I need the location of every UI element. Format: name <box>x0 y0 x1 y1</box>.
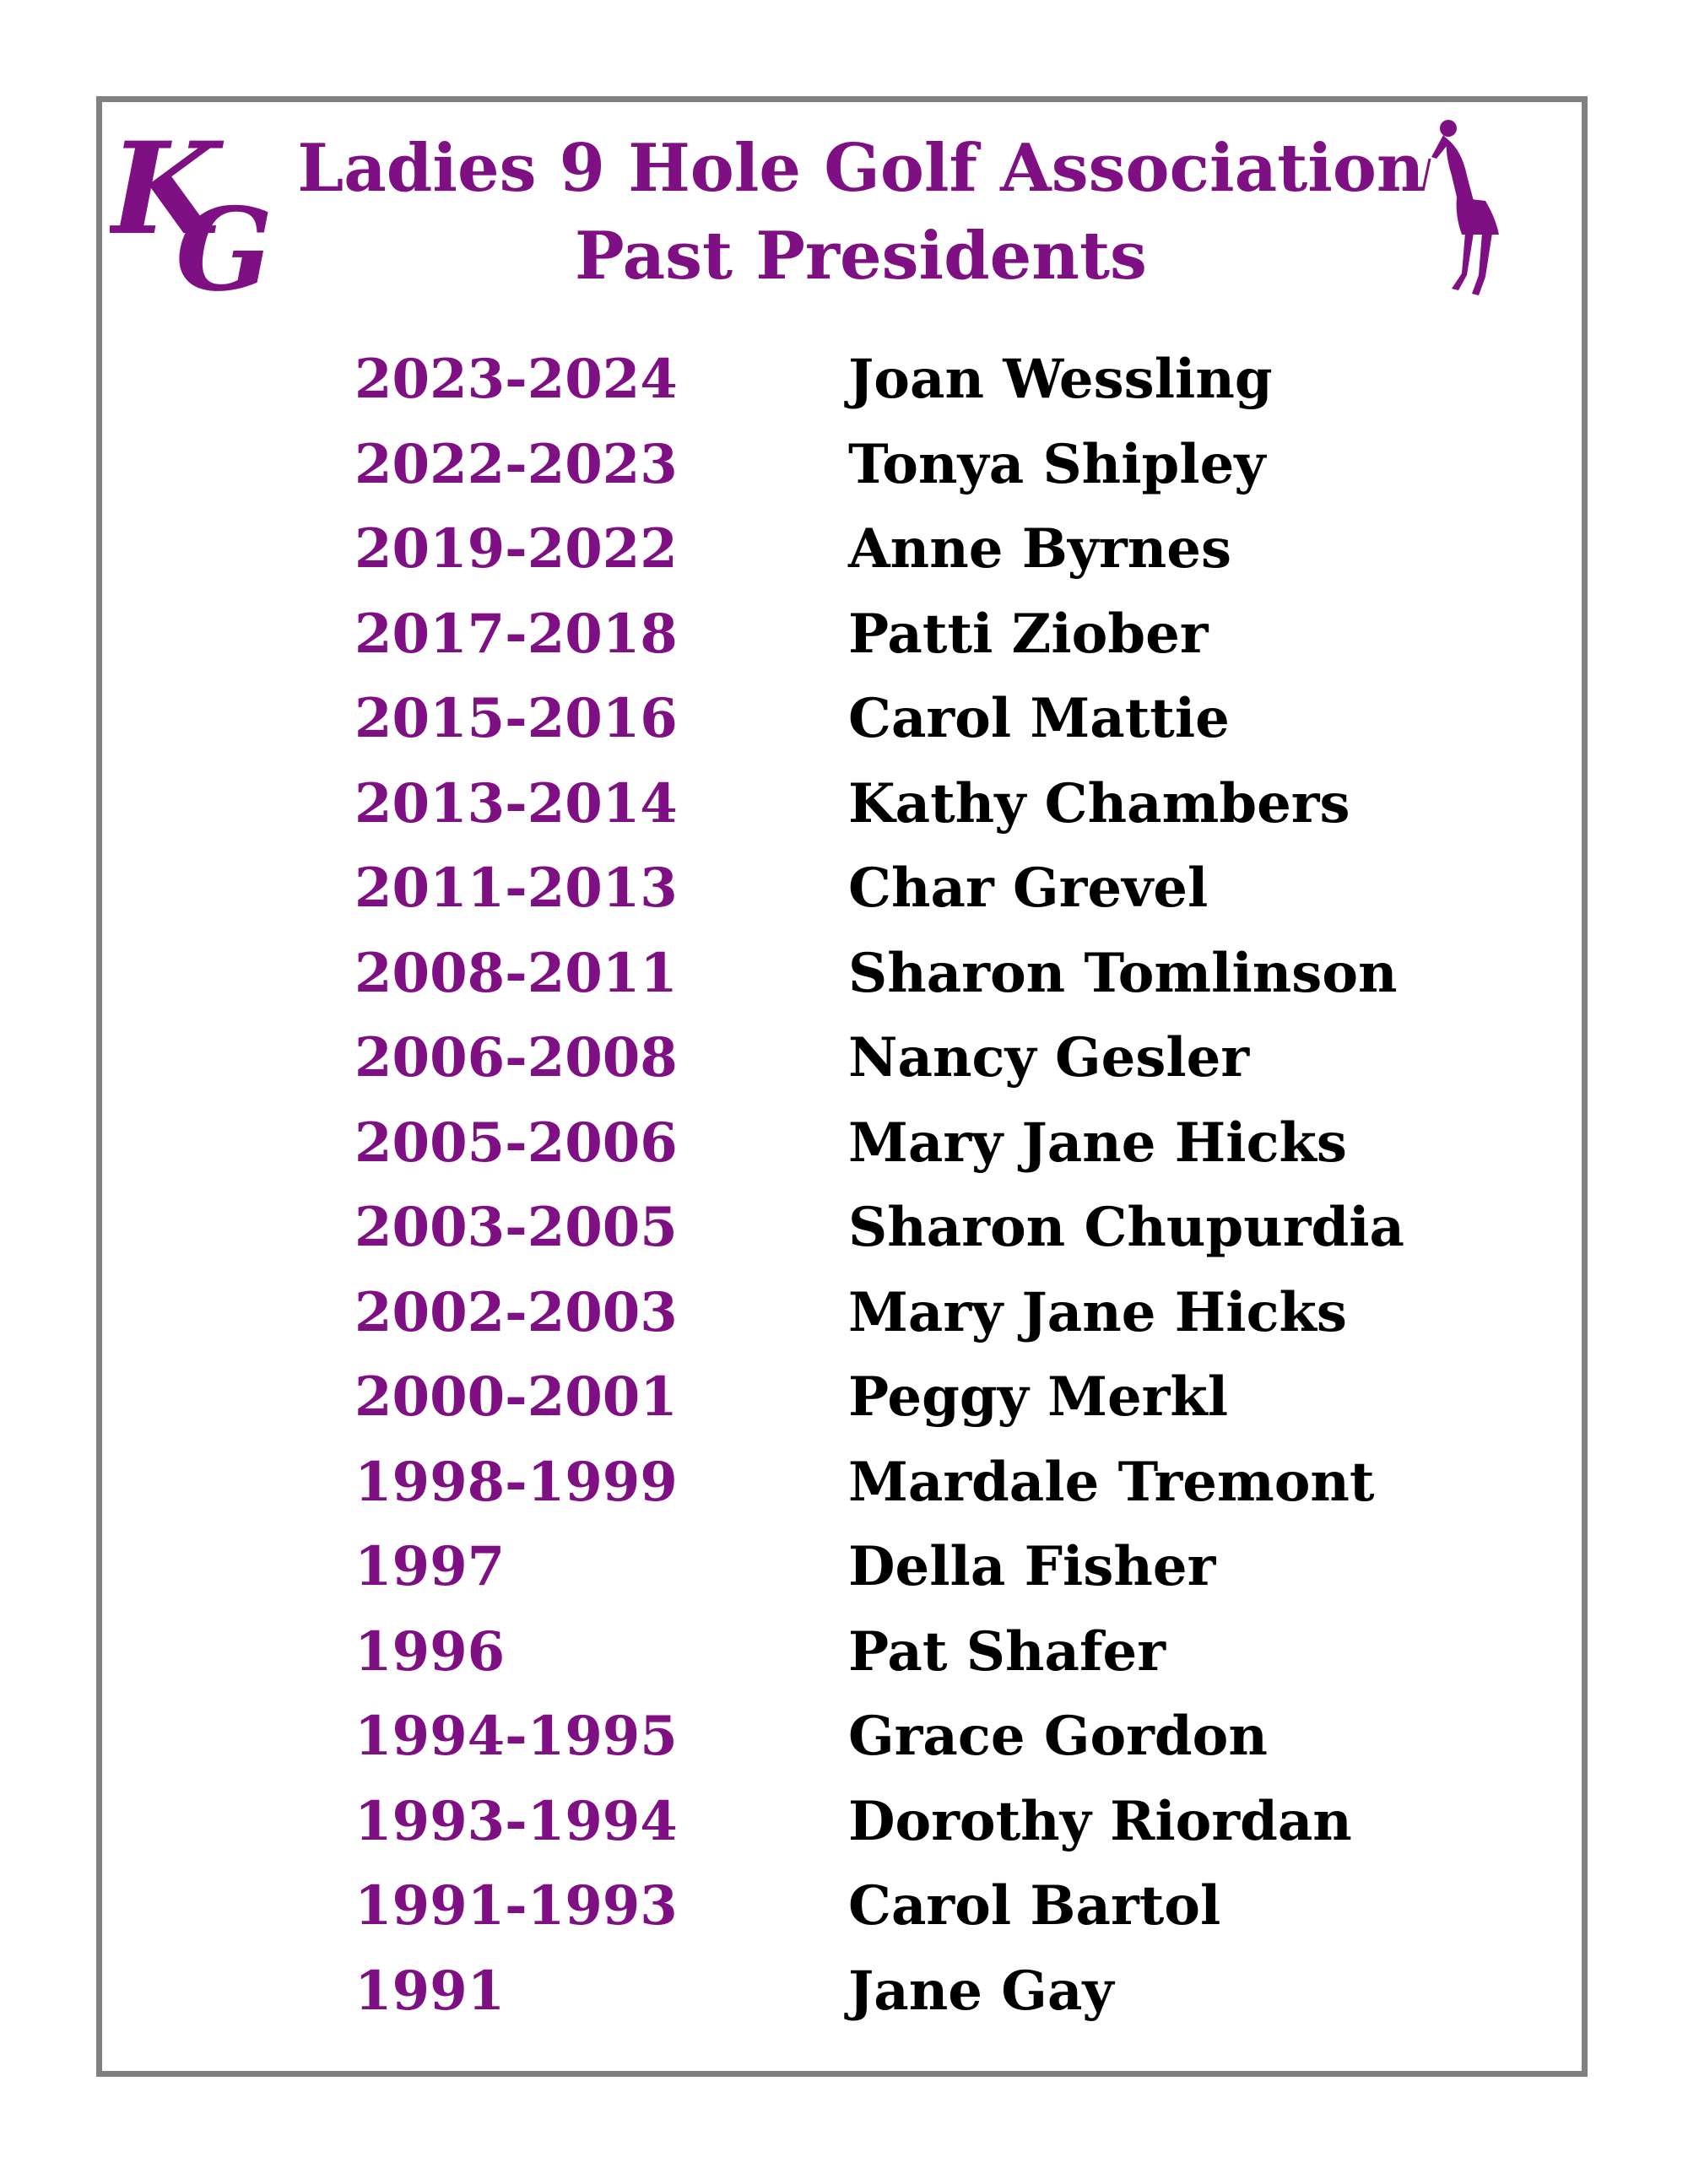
president-name: Mardale Tremont <box>848 1450 1375 1514</box>
list-item <box>0 1610 1688 1695</box>
president-name: Carol Bartol <box>848 1874 1221 1938</box>
list-item <box>0 423 1688 508</box>
president-name: Mary Jane Hicks <box>848 1280 1347 1344</box>
list-item <box>0 1441 1688 1526</box>
president-name: Pat Shafer <box>848 1619 1166 1684</box>
term-years: 2022-2023 <box>354 432 678 496</box>
list-item <box>0 1016 1688 1101</box>
president-name: Mary Jane Hicks <box>848 1111 1347 1175</box>
list-item <box>0 1186 1688 1271</box>
list-item <box>0 1780 1688 1865</box>
list-item <box>0 592 1688 678</box>
term-years: 2003-2005 <box>354 1196 678 1259</box>
president-name: Tonya Shipley <box>848 432 1266 496</box>
president-name: Dorothy Riordan <box>848 1789 1352 1853</box>
list-item <box>0 1864 1688 1949</box>
svg-text:G: G <box>176 182 273 294</box>
president-name: Grace Gordon <box>848 1705 1268 1768</box>
president-name: Sharon Chupurdia <box>848 1196 1404 1259</box>
president-name: Anne Byrnes <box>848 517 1231 581</box>
term-years: 2013-2014 <box>354 771 678 835</box>
presidents-list <box>0 338 1688 2034</box>
list-item <box>0 846 1688 932</box>
term-years: 1993-1994 <box>354 1789 678 1853</box>
term-years: 2005-2006 <box>354 1111 678 1175</box>
president-name: Della Fisher <box>848 1535 1216 1598</box>
term-years: 2011-2013 <box>354 857 678 920</box>
term-years: 2015-2016 <box>354 687 678 750</box>
list-item <box>0 338 1688 423</box>
president-name: Patti Ziober <box>848 602 1209 666</box>
term-years: 1996 <box>354 1619 506 1684</box>
term-years: 1991-1993 <box>354 1874 678 1938</box>
term-years: 1997 <box>354 1535 506 1598</box>
list-item <box>0 1271 1688 1356</box>
president-name: Char Grevel <box>848 857 1209 920</box>
term-years: 1994-1995 <box>354 1705 678 1768</box>
term-years: 2008-2011 <box>354 941 678 1005</box>
president-name: Joan Wessling <box>848 348 1273 411</box>
svg-text:K: K <box>110 125 220 263</box>
term-years: 1991 <box>354 1959 506 2023</box>
term-years: 2002-2003 <box>354 1280 678 1344</box>
term-years: 1998-1999 <box>354 1450 678 1514</box>
term-years: 2023-2024 <box>354 348 678 411</box>
president-name: Peggy Merkl <box>848 1365 1229 1429</box>
list-item <box>0 1101 1688 1187</box>
list-item <box>0 932 1688 1017</box>
president-name: Carol Mattie <box>848 687 1230 750</box>
list-item <box>0 1949 1688 2035</box>
president-name: Jane Gay <box>848 1959 1114 2023</box>
list-item <box>0 677 1688 762</box>
list-item <box>0 1695 1688 1780</box>
list-item <box>0 762 1688 847</box>
list-item <box>0 1355 1688 1441</box>
president-name: Kathy Chambers <box>848 771 1350 835</box>
president-name: Sharon Tomlinson <box>848 941 1398 1005</box>
list-item <box>0 507 1688 592</box>
president-name: Nancy Gesler <box>848 1026 1250 1089</box>
term-years: 2006-2008 <box>354 1026 678 1089</box>
page-subtitle: Past Presidents <box>575 218 1147 295</box>
term-years: 2017-2018 <box>354 602 678 666</box>
list-item <box>0 1525 1688 1610</box>
term-years: 2019-2022 <box>354 517 678 581</box>
term-years: 2000-2001 <box>354 1365 678 1429</box>
page-title: Ladies 9 Hole Golf Association <box>297 130 1425 207</box>
